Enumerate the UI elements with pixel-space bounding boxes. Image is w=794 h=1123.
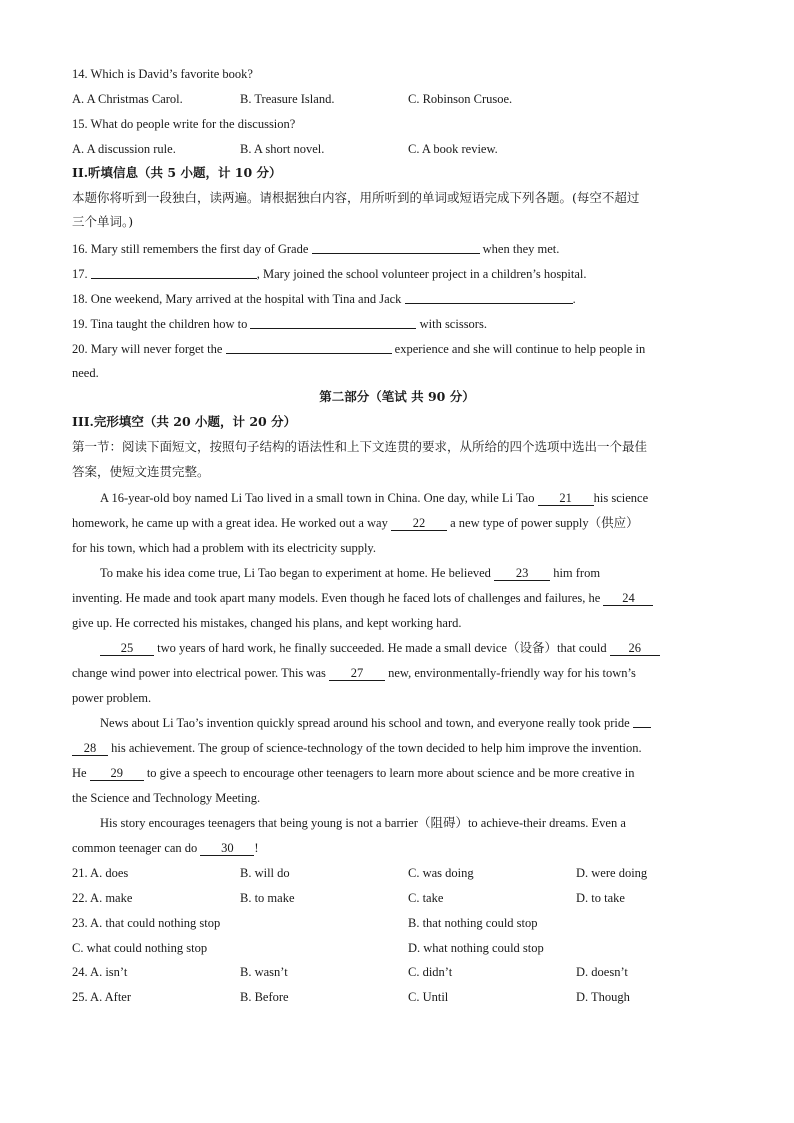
passage-line: 25 two years of hard work, he finally succeeded. He made a small device（设备）that could 26 (100, 640, 660, 656)
question-14-option-a: A. A Christmas Carol. (72, 92, 183, 106)
question-25-option-b: B. Before (240, 990, 289, 1004)
question-15-option-a: A. A discussion rule. (72, 142, 176, 156)
passage-line: common teenager can do 30 ! (72, 841, 259, 855)
cloze-blank-30: 30 (200, 841, 254, 856)
question-23-option-a: 23. A. that could nothing stop (72, 916, 221, 930)
section-3-title: III.完形填空（共 20 小题，计 20 分） (72, 414, 297, 429)
passage-line: A 16-year-old boy named Li Tao lived in a small town in China. One day, while Li Tao 21 his science (100, 491, 649, 505)
cloze-blank-28: 28 (72, 741, 108, 756)
cloze-blank-25: 25 (100, 641, 154, 656)
answer-blank-16 (312, 241, 480, 254)
cloze-blank-29: 29 (90, 766, 144, 781)
question-14-option-b: B. Treasure Island. (240, 92, 335, 106)
question-20: 20. Mary will never forget the experience and she will continue to help people in (72, 342, 646, 356)
passage-line: He 29 to give a speech to encourage other teenagers to learn more about science and be more creative in (72, 766, 635, 780)
question-15-option-b: B. A short novel. (240, 142, 325, 156)
cloze-blank-23: 23 (494, 566, 550, 581)
question-18: 18. One weekend, Mary arrived at the hospital with Tina and Jack . (72, 292, 576, 306)
cloze-blank-21: 21 (538, 491, 594, 506)
question-21-option-d: D. were doing (576, 866, 648, 880)
passage-line: give up. He corrected his mistakes, changed his plans, and kept working hard. (72, 616, 462, 630)
answer-blank-17 (91, 266, 257, 279)
answer-blank-18 (405, 291, 573, 304)
question-24-option-a: 24. A. isn’t (72, 965, 128, 979)
cloze-blank-28-start (633, 715, 651, 728)
question-23-option-b: B. that nothing could stop (408, 916, 538, 930)
cloze-blank-22: 22 (391, 516, 447, 531)
question-25-option-d: D. Though (576, 990, 630, 1004)
question-14-stem: 14. Which is David’s favorite book? (72, 67, 253, 81)
question-22-option-d: D. to take (576, 891, 625, 905)
answer-blank-19 (250, 316, 416, 329)
question-17: 17. , Mary joined the school volunteer project in a children’s hospital. (72, 267, 587, 281)
passage-line: His story encourages teenagers that being young is not a barrier（阻碍）to achieve-their dreams. Even a (100, 816, 626, 830)
section-2-instructions-line1: 本题你将听到一段独白，读两遍。请根据独白内容，用所听到的单词或短语完成下列各题。(每空不超过 (72, 190, 640, 205)
passage-line: homework, he came up with a great idea. He worked out a way 22 a new type of power supply（供应） (72, 516, 639, 530)
passage-line: News about Li Tao’s invention quickly spread around his school and town, and everyone really took pride (100, 715, 651, 731)
question-25-option-a: 25. A. After (72, 990, 132, 1004)
question-14-option-c: C. Robinson Crusoe. (408, 92, 513, 106)
question-22-option-b: B. to make (240, 891, 295, 905)
section-2-instructions-line2: 三个单词。) (72, 214, 134, 229)
question-15-option-c: C. A book review. (408, 142, 498, 156)
section-2-title: II.听填信息（共 5 小题，计 10 分） (72, 165, 282, 180)
question-23-option-c: C. what could nothing stop (72, 941, 208, 955)
answer-blank-20 (226, 341, 392, 354)
question-24-option-d: D. doesn’t (576, 965, 628, 979)
passage-line: for his town, which had a problem with its electricity supply. (72, 541, 376, 555)
question-20-continued: need. (72, 366, 99, 380)
passage-line: change wind power into electrical power. This was 27 new, environmentally-friendly way for his town’s (72, 666, 636, 680)
cloze-blank-26: 26 (610, 641, 660, 656)
question-19: 19. Tina taught the children how to with scissors. (72, 317, 487, 331)
question-25-option-c: C. Until (408, 990, 449, 1004)
question-24-option-b: B. wasn’t (240, 965, 288, 979)
passage-line: inventing. He made and took apart many models. Even though he faced lots of challenges and failures, he 24 (72, 590, 653, 606)
passage-line: power problem. (72, 691, 152, 705)
question-21-option-c: C. was doing (408, 866, 474, 880)
question-24-option-c: C. didn’t (408, 965, 453, 979)
question-16: 16. Mary still remembers the first day of Grade when they met. (72, 242, 560, 256)
question-23-option-d: D. what nothing could stop (408, 941, 544, 955)
question-21-option-a: 21. A. does (72, 866, 129, 880)
passage-line: the Science and Technology Meeting. (72, 791, 261, 805)
section-3-instructions-line2: 答案，使短文连贯完整。 (72, 464, 210, 479)
question-22-option-a: 22. A. make (72, 891, 133, 905)
passage-line: 28 his achievement. The group of science-technology of the town decided to help him improve the invention. (72, 740, 642, 756)
question-22-option-c: C. take (408, 891, 444, 905)
question-15-stem: 15. What do people write for the discussion? (72, 117, 296, 131)
question-21-option-b: B. will do (240, 866, 290, 880)
part-2-title: 第二部分（笔试 共 90 分） (319, 389, 475, 404)
cloze-blank-27: 27 (329, 666, 385, 681)
section-3-instructions-line1: 第一节：阅读下面短文，按照句子结构的语法性和上下文连贯的要求，从所给的四个选项中选出一个最佳 (72, 439, 648, 454)
passage-line: To make his idea come true, Li Tao began to experiment at home. He believed 23 him from (100, 566, 601, 580)
cloze-blank-24: 24 (603, 591, 653, 606)
